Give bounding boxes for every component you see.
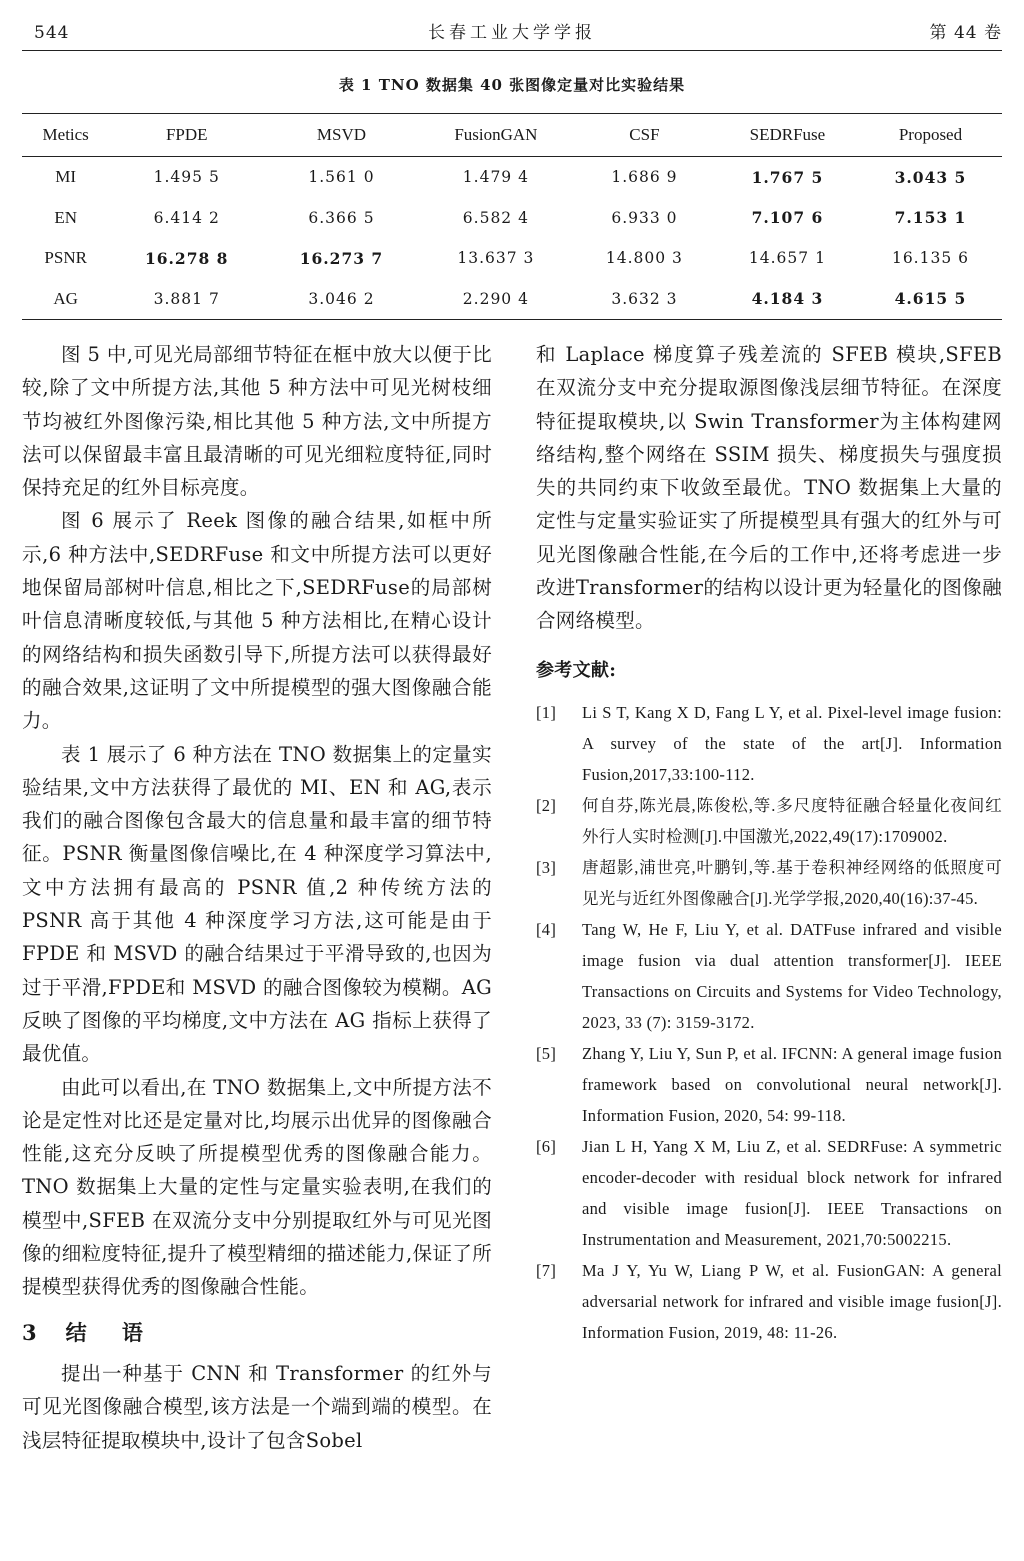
table-header-row bbox=[22, 114, 1002, 157]
paragraph: 图 5 中,可见光局部细节特征在框中放大以便于比较,除了文中所提方法,其他 5 种方法中可见光树枝细节均被红外图像污染,相比其他 5 种方法,文中所提方法可以保留最丰富且最清晰的可见光细粒度特征,同时保持充足的红外目标亮度。 bbox=[22, 343, 492, 500]
value-cell: 1.686 9 bbox=[611, 168, 678, 187]
page-header bbox=[22, 18, 1002, 48]
reference-text: Ma J Y, Yu W, Liang P W, et al. FusionGAN: A general adversarial network for infrared and visible image fusion[J]. Information Fusion, 2019, 48: 11-26. bbox=[582, 1260, 1002, 1342]
reference-text: Zhang Y, Liu Y, Sun P, et al. IFCNN: A general image fusion framework based on convolutional neural network[J]. Information Fusion, 2020, 54: 99-118. bbox=[582, 1043, 1002, 1125]
value-cell: 14.800 3 bbox=[605, 249, 683, 268]
volume-label: 第 44 卷 bbox=[929, 23, 1002, 43]
metric-cell: AG bbox=[22, 279, 109, 320]
value-cell: 6.414 2 bbox=[153, 208, 220, 227]
reference-number: [6] bbox=[536, 1136, 557, 1156]
reference-item bbox=[536, 852, 1002, 914]
reference-number: [7] bbox=[536, 1260, 557, 1280]
results-table bbox=[22, 113, 1002, 320]
value-cell: 3.046 2 bbox=[264, 279, 419, 320]
paragraph: 图 6 展示了 Reek 图像的融合结果,如框中所示,6 种方法中,SEDRFuse 和文中所提方法可以更好地保留局部树叶信息,相比之下,SEDRFuse的局部树叶信息清晰度较低,与其他 5 种方法相比,在精心设计的网络结构和损失函数引导下,所提方法可以获得最好的融合效果,这证明了文中所提模型的强大图像融合能力。 bbox=[22, 509, 492, 733]
value-cell: 6.933 0 bbox=[611, 208, 678, 227]
section-heading bbox=[22, 1316, 492, 1349]
reference-text: Li S T, Kang X D, Fang L Y, et al. Pixel-level image fusion: A survey of the state of the art[J]. Information Fusion,2017,33:100-112. bbox=[582, 702, 1002, 784]
metric-cell: MI bbox=[55, 167, 77, 187]
value-cell: 1.479 4 bbox=[462, 168, 529, 187]
reference-item bbox=[536, 1255, 1002, 1348]
value-cell: 1.495 5 bbox=[153, 168, 220, 187]
table-row bbox=[22, 279, 1002, 320]
reference-number: [1] bbox=[536, 702, 557, 722]
right-column bbox=[536, 338, 1002, 1348]
value-cell: 1.561 0 bbox=[308, 168, 375, 187]
reference-number: [3] bbox=[536, 857, 557, 877]
page-number: 544 bbox=[34, 23, 70, 43]
reference-item bbox=[536, 1131, 1002, 1255]
metric-cell: EN bbox=[54, 207, 78, 227]
journal-name: 长春工业大学学报 bbox=[428, 23, 596, 43]
value-cell: 4.615 5 bbox=[859, 279, 1002, 320]
reference-number: [5] bbox=[536, 1043, 557, 1063]
section-number: 3 bbox=[22, 1319, 38, 1345]
table-row bbox=[22, 238, 1002, 279]
column-header: Proposed bbox=[859, 114, 1002, 157]
value-cell: 2.290 4 bbox=[419, 279, 573, 320]
reference-number: [2] bbox=[536, 795, 557, 815]
paragraph: 由此可以看出,在 TNO 数据集上,文中所提方法不论是定性对比还是定量对比,均展示出优异的图像融合性能,这充分反映了所提模型优秀的图像融合能力。TNO 数据集上大量的定性与定量实验表明,在我们的模型中,SFEB 在双流分支中分别提取红外与可见光图像的细粒度特征,提升了模型精细的描述能力,保证了所提模型获得优秀的图像融合性能。 bbox=[22, 1075, 492, 1299]
references-list bbox=[536, 697, 1002, 1348]
value-cell: 3.632 3 bbox=[573, 279, 716, 320]
section-title: 结 语 bbox=[65, 1319, 157, 1345]
left-column bbox=[22, 338, 492, 1457]
paragraph: 表 1 展示了 6 种方法在 TNO 数据集上的定量实验结果,文中方法获得了最优的 MI、EN 和 AG,表示我们的融合图像包含最大的信息量和最丰富的细节特征。PSNR 衡量图像信噪比,在 4 种深度学习算法中,文中方法拥有最高的 PSNR 值,2 种传统方法的 PSNR 高于其他 4 种深度学习方法,这可能是由于 FPDE 和 MSVD 的融合结果过于平滑导致的,也因为过于平滑,FPDE和 MSVD 的融合图像较为模糊。AG 反映了图像的平均梯度,文中方法在 AG 指标上获得了最优值。 bbox=[22, 742, 492, 1066]
value-cell: 14.657 1 bbox=[748, 249, 826, 268]
column-header: SEDRFuse bbox=[716, 114, 859, 157]
reference-text: 唐超影,浦世亮,叶鹏钊,等.基于卷积神经网络的低照度可见光与近红外图像融合[J].光学学报,2020,40(16):37-45. bbox=[582, 857, 1002, 908]
paragraph: 提出一种基于 CNN 和 Transformer 的红外与可见光图像融合模型,该方法是一个端到端的模型。在浅层特征提取模块中,设计了包含Sobel bbox=[22, 1361, 492, 1452]
column-header: MSVD bbox=[264, 114, 419, 157]
table-row bbox=[22, 198, 1002, 239]
value-cell: 1.767 5 bbox=[751, 167, 824, 187]
value-cell: 3.881 7 bbox=[109, 279, 264, 320]
reference-number: [4] bbox=[536, 919, 557, 939]
column-header: CSF bbox=[573, 114, 716, 157]
header-rule bbox=[22, 50, 1002, 51]
value-cell: 7.153 1 bbox=[894, 208, 967, 228]
references-heading: 参考文献: bbox=[536, 659, 617, 681]
value-cell: 4.184 3 bbox=[716, 279, 859, 320]
column-header: Metics bbox=[22, 114, 109, 157]
reference-text: Jian L H, Yang X M, Liu Z, et al. SEDRFuse: A symmetric encoder-decoder with residual block network for infrared and visible image fusion[J]. IEEE Transactions on Instrumentation and Measurement, 2021,70:5002215. bbox=[582, 1136, 1002, 1249]
column-header: FusionGAN bbox=[419, 114, 573, 157]
value-cell: 3.043 5 bbox=[894, 167, 967, 187]
value-cell: 16.278 8 bbox=[144, 248, 229, 268]
metric-cell: PSNR bbox=[44, 248, 87, 268]
reference-item bbox=[536, 914, 1002, 1038]
value-cell: 6.582 4 bbox=[462, 208, 529, 227]
value-cell: 16.273 7 bbox=[299, 248, 384, 268]
column-header: FPDE bbox=[109, 114, 264, 157]
value-cell: 16.135 6 bbox=[891, 249, 969, 268]
reference-text: 何自芬,陈光晨,陈俊松,等.多尺度特征融合轻量化夜间红外行人实时检测[J].中国激光,2022,49(17):1709002. bbox=[582, 795, 1002, 846]
reference-item bbox=[536, 697, 1002, 790]
reference-item bbox=[536, 1038, 1002, 1131]
paragraph: 和 Laplace 梯度算子残差流的 SFEB 模块,SFEB 在双流分支中充分提取源图像浅层细节特征。在深度特征提取模块,以 Swin Transformer为主体构建网络结构,整个网络在 SSIM 损失、梯度损失与强度损失的共同约束下收敛至最优。TNO 数据集上大量的定性与定量实验证实了所提模型具有强大的红外与可见光图像融合性能,在今后的工作中,还将考虑进一步改进Transformer的结构以设计更为轻量化的图像融合网络模型。 bbox=[536, 343, 1002, 633]
table-row bbox=[22, 157, 1002, 198]
reference-text: Tang W, He F, Liu Y, et al. DATFuse infrared and visible image fusion via dual attention transformer[J]. IEEE Transactions on Circuits and Systems for Video Technology, 2023, 33 (7): 3159-3172. bbox=[582, 919, 1002, 1032]
reference-item bbox=[536, 790, 1002, 852]
value-cell: 6.366 5 bbox=[308, 208, 375, 227]
value-cell: 7.107 6 bbox=[751, 208, 824, 228]
table-caption: 表 1 TNO 数据集 40 张图像定量对比实验结果 bbox=[338, 76, 686, 94]
value-cell: 13.637 3 bbox=[457, 249, 535, 268]
